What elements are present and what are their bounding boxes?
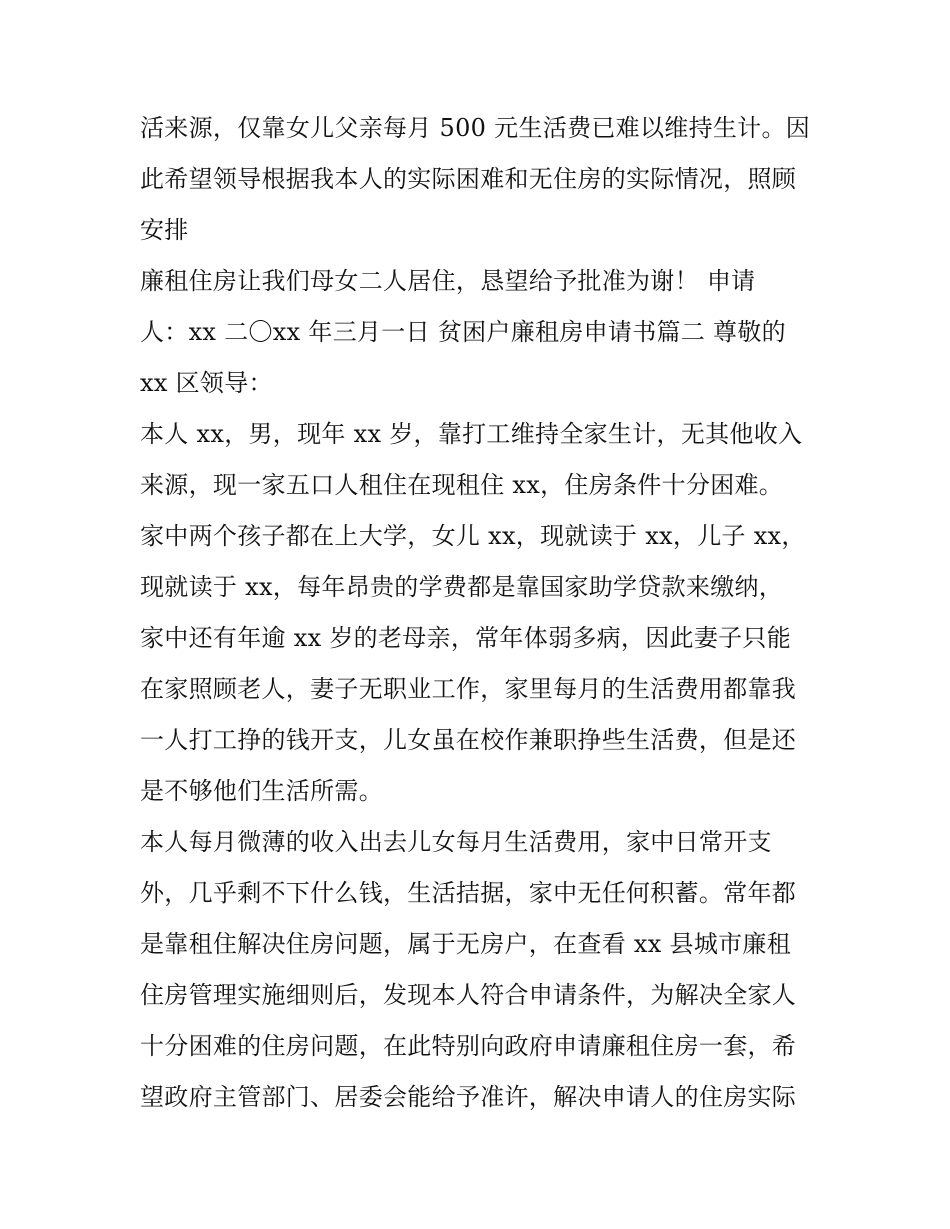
text-line: 一人打工挣的钱开支，儿女虽在校作兼职挣些生活费，但是还 — [140, 726, 797, 754]
text-line: 是不够他们生活所需。 — [140, 777, 383, 805]
document-body — [140, 103, 820, 1123]
text-line: 此希望领导根据我本人的实际困难和无住房的实际情况，照顾 — [140, 165, 797, 193]
text-line: 人：xx 二〇xx 年三月一日 贫困户廉租房申请书篇二 尊敬的 — [140, 318, 786, 346]
text-line: 是靠租住解决住房问题，属于无房户，在查看 xx 县城市廉租 — [140, 930, 792, 958]
text-line: 活来源，仅靠女儿父亲每月 500 元生活费已难以维持生计。因 — [140, 114, 811, 142]
text-line: 住房管理实施细则后，发现本人符合申请条件，为解决全家人 — [140, 981, 797, 1009]
text-line: 外，几乎剩不下什么钱，生活拮据，家中无任何积蓄。常年都 — [140, 879, 797, 907]
text-line: 廉租住房让我们母女二人居住，恳望给予批准为谢！ 申请 — [140, 267, 756, 295]
text-line: 安排 — [140, 216, 189, 244]
text-line: 在家照顾老人，妻子无职业工作，家里每月的生活费用都靠我 — [140, 675, 797, 703]
text-line: 现就读于 xx，每年昂贵的学费都是靠国家助学贷款来缴纳， — [140, 573, 784, 601]
text-line: 家中还有年逾 xx 岁的老母亲，常年体弱多病，因此妻子只能 — [140, 624, 792, 652]
text-line: 本人 xx，男，现年 xx 岁，靠打工维持全家生计，无其他收入 — [140, 420, 803, 448]
text-line: 本人每月微薄的收入出去儿女每月生活费用，家中日常开支 — [140, 828, 772, 856]
text-line: 来源，现一家五口人租住在现租住 xx，住房条件十分困难。 — [140, 471, 784, 499]
text-line: 十分困难的住房问题，在此特别向政府申请廉租住房一套，希 — [140, 1032, 797, 1060]
text-line: 望政府主管部门、居委会能给予准许，解决申请人的住房实际 — [140, 1083, 797, 1111]
text-line: xx 区领导： — [140, 369, 273, 397]
text-line: 家中两个孩子都在上大学，女儿 xx，现就读于 xx，儿子 xx， — [140, 522, 806, 550]
